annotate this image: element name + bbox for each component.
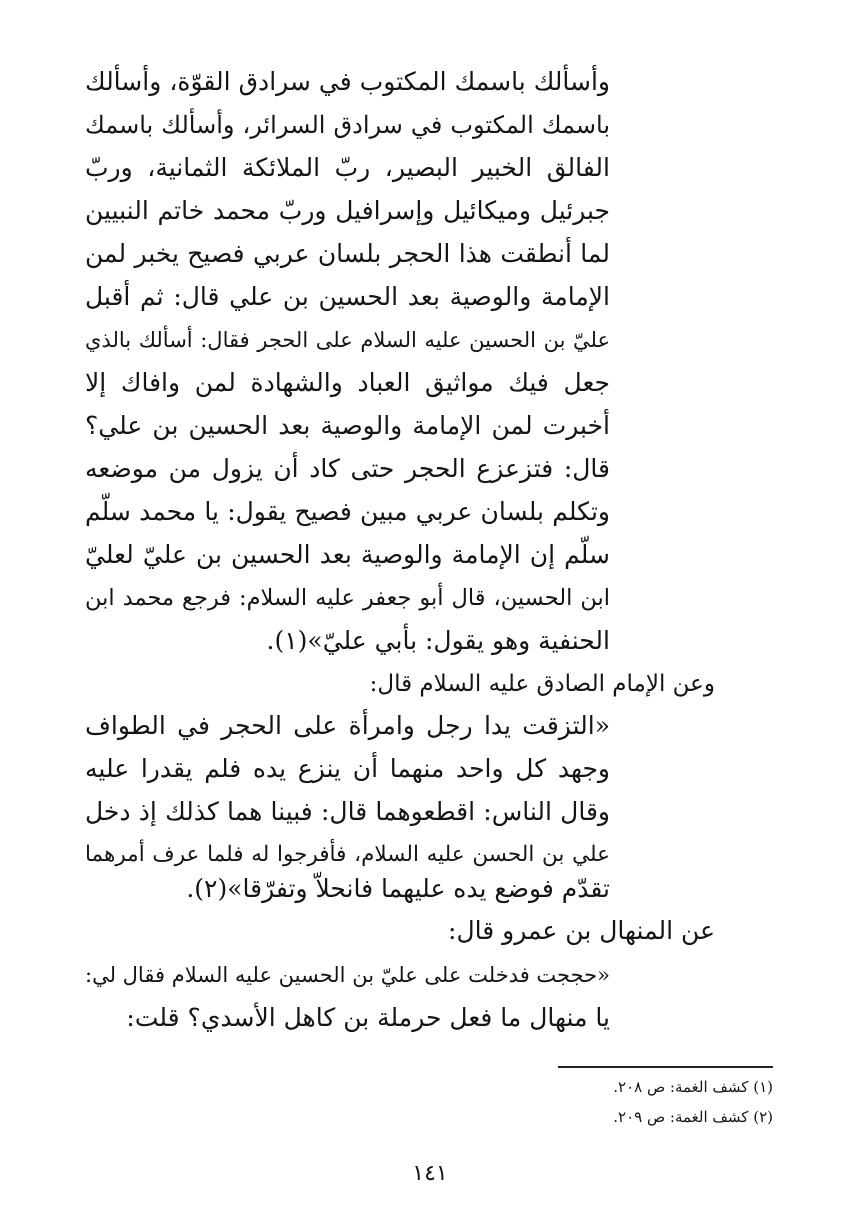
- text-line: وجهد كل واحد منهما أن ينزع يده فلم يقدرا عليه: [85, 754, 610, 783]
- text-line: يا منهال ما فعل حرملة بن كاهل الأسدي؟ قلت:: [126, 1003, 610, 1032]
- text-line: أخبرت لمن الإمامة والوصية بعد الحسين بن علي؟: [85, 411, 610, 440]
- footnote-1: (١) كشف الغمة: ص ٢٠٨.: [613, 1078, 773, 1096]
- text-line: تقدّم فوضع يده عليهما فانحلاّ وتفرّقا»(٢).: [186, 874, 610, 903]
- text-line: الحنفية وهو يقول: بأبي عليّ»(١).: [266, 626, 610, 655]
- footnote-2: (٢) كشف الغمة: ص ٢٠٩.: [613, 1108, 773, 1126]
- text-line: جبرئيل وميكائيل وإسرافيل وربّ محمد خاتم النبيين: [85, 196, 610, 225]
- text-line: «حججت فدخلت على عليّ بن الحسين عليه السلام فقال لي:: [85, 963, 610, 987]
- text-line: ابن الحسين، قال أبو جعفر عليه السلام: فرجع محمد ابن: [85, 585, 610, 611]
- text-line: عليّ بن الحسين عليه السلام على الحجر فقال: أسألك بالذي: [85, 328, 610, 352]
- text-line: وقال الناس: اقطعوهما قال: فبينا هما كذلك إذ دخل: [85, 797, 610, 826]
- text-line: قال: فتزعزع الحجر حتى كاد أن يزول من موضعه: [85, 454, 610, 483]
- page-number: ١٤١: [412, 1161, 448, 1186]
- section-heading-minhal: عن المنهال بن عمرو قال:: [448, 916, 715, 945]
- text-line: وأسألك باسمك المكتوب في سرادق القوّة، وأسألك: [85, 67, 610, 96]
- text-line: علي بن الحسن عليه السلام، فأفرجوا له فلما عرف أمرهما: [85, 842, 610, 867]
- footnote-divider: [558, 1066, 773, 1068]
- text-line: وتكلم بلسان عربي مبين فصيح يقول: يا محمد سلّم: [85, 497, 610, 526]
- section-heading-sadiq: وعن الإمام الصادق عليه السلام قال:: [369, 671, 715, 697]
- text-line: جعل فيك مواثيق العباد والشهادة لمن وافاك إلا: [85, 368, 610, 397]
- text-line: باسمك المكتوب في سرادق السرائر، وأسألك باسمك: [85, 111, 610, 139]
- text-line: الإمامة والوصية بعد الحسين بن علي قال: ثم أقبل: [85, 282, 610, 311]
- text-line: لما أنطقت هذا الحجر بلسان عربي فصيح يخبر لمن: [85, 239, 610, 268]
- text-line: «التزقت يدا رجل وامرأة على الحجر في الطواف: [85, 711, 610, 740]
- text-line: الفالق الخبير البصير، ربّ الملائكة الثمانية، وربّ: [85, 153, 610, 182]
- text-line: سلّم إن الإمامة والوصية بعد الحسين بن عليّ لعليّ: [85, 540, 610, 569]
